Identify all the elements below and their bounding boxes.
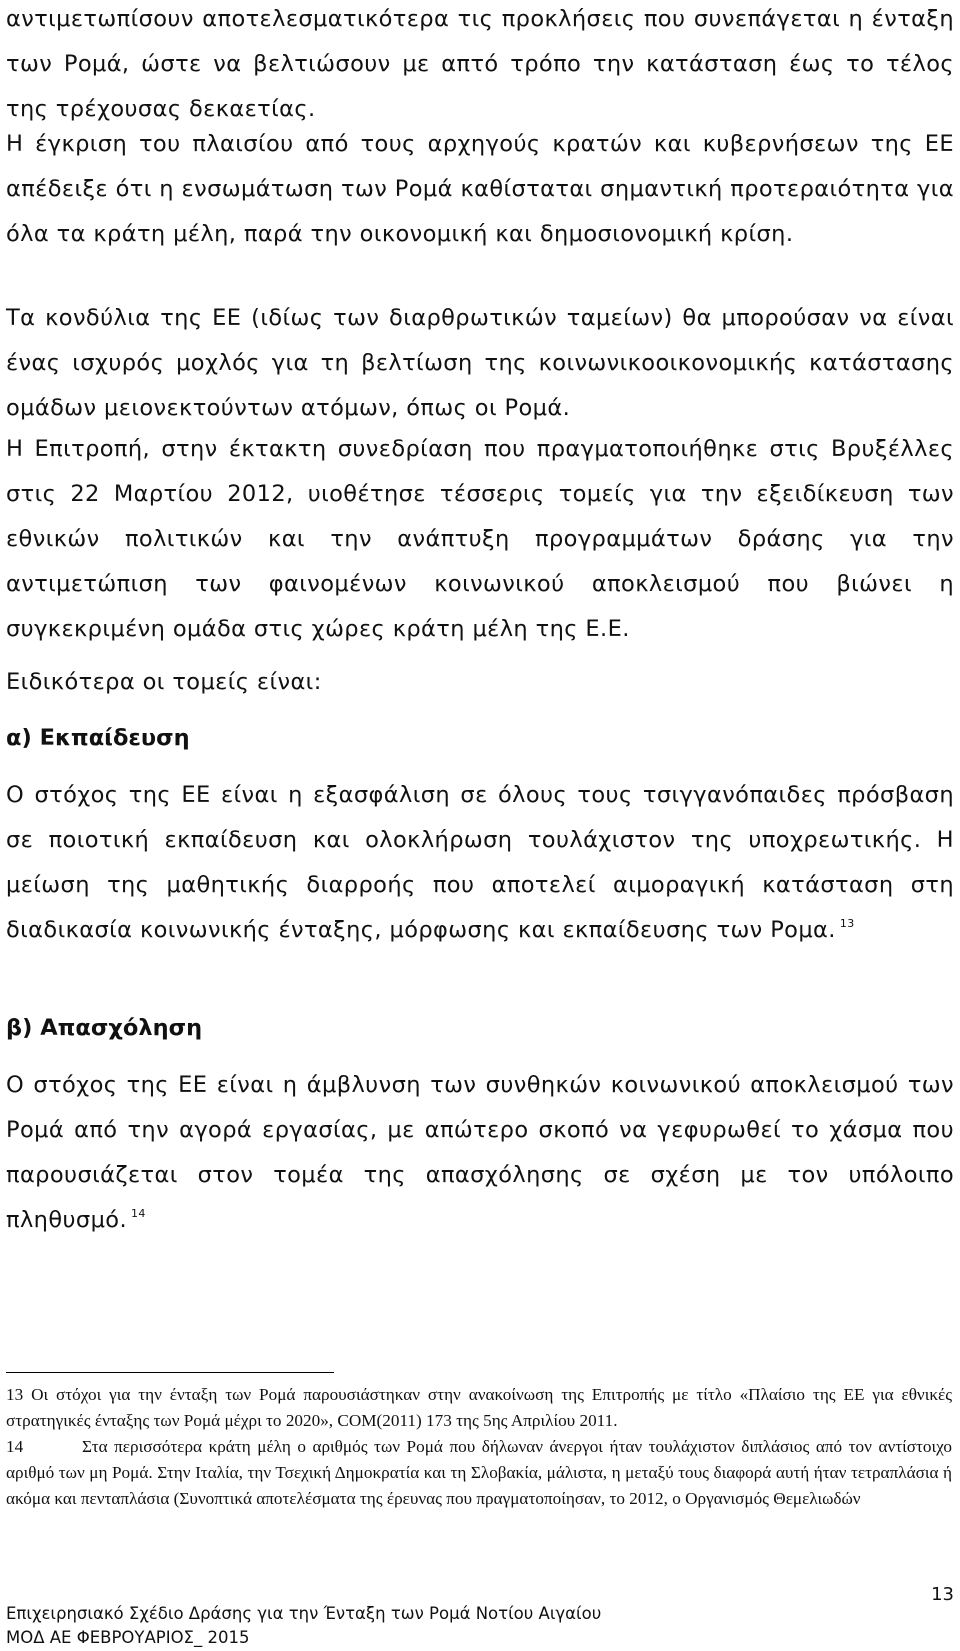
paragraph-education-text: Ο στόχος της ΕΕ είναι η εξασφάλιση σε όλους τους τσιγγανόπαιδες πρόσβαση σε ποιοτική εκπαίδευση και ολοκλήρωση τουλάχιστον της υποχρεωτικής. Η μείωση της μαθητικής διαρροής που αποτελεί αιμοραγική κατάσταση στη διαδικασία κοινωνικής ένταξης, μόρφωσης και εκπαίδευσης των Ρομα. <box>6 782 954 943</box>
paragraph-employment <box>6 1063 954 1243</box>
page-number: 13 <box>931 1584 954 1605</box>
paragraph-framework-approval: Η έγκριση του πλαισίου από τους αρχηγούς κρατών και κυβερνήσεων της ΕΕ απέδειξε ότι η ενσωμάτωση των Ρομά καθίσταται σημαντική προτεραιότητα για όλα τα κράτη μέλη, παρά την οικονομική και δημοσιονομική κρίση. <box>6 131 954 247</box>
heading-employment: β) Απασχόληση <box>6 1015 203 1041</box>
footnote-14-number: 14 <box>6 1437 24 1456</box>
footnote-separator <box>6 1372 334 1373</box>
footnote-13-number: 13 <box>6 1385 24 1404</box>
paragraph-intro-continuation: αντιμετωπίσουν αποτελεσματικότερα τις προκλήσεις που συνεπάγεται η ένταξη των Ρομά, ώστε να βελτιώσουν με απτό τρόπο την κατάσταση έως το τέλος της τρέχουσας δεκαετίας. <box>6 6 954 122</box>
paragraph-commission-session: Η Επιτροπή, στην έκτακτη συνεδρίαση που πραγματοποιήθηκε στις Βρυξέλλες στις 22 Μαρτίου 2012, υιοθέτησε τέσσερις τομείς για την εξειδίκευση των εθνικών πολιτικών και την ανάπτυξη προγραμμάτων δράσης για την αντιμετώπιση των φαινομένων κοινωνικού αποκλεισμού που βιώνει η συγκεκριμένη ομάδα στις χώρες κράτη μέλη της Ε.Ε. <box>6 436 954 642</box>
page-footer <box>6 1602 601 1650</box>
footnote-ref-13[interactable]: 13 <box>839 917 855 930</box>
footer-org-date: ΜΟΔ ΑΕ ΦΕΒΡΟΥΑΡΙΟΣ_ 2015 <box>6 1628 250 1647</box>
paragraph-eu-funds: Τα κονδύλια της ΕΕ (ιδίως των διαρθρωτικών ταμείων) θα μπορούσαν να είναι ένας ισχυρός μοχλός για τη βελτίωση της κοινωνικοοικονομικής κατάστασης ομάδων μειονεκτούντων ατόμων, όπως οι Ρομά. <box>6 305 954 421</box>
paragraph-education <box>6 773 954 953</box>
heading-education: α) Εκπαίδευση <box>6 725 190 751</box>
footnote-ref-14[interactable]: 14 <box>131 1207 146 1220</box>
footnote-14-text: Στα περισσότερα κράτη μέλη ο αριθμός των Ρομά που δήλωναν άνεργοι ήταν τουλάχιστον διπλάσιος από τον αντίστοιχο αριθμό των μη Ρομά. Στην Ιταλία, την Τσεχική Δημοκρατία και τη Σλοβακία, μάλιστα, η μεταξύ τους διαφορά αυτή ήταν τετραπλάσια ή ακόμα και πενταπλάσια (Συνοπτικά αποτελέσματα της έρευνας που πραγματοποίησαν, το 2012, ο Οργανισμός Θεμελιωδών <box>6 1437 952 1508</box>
paragraph-sectors-intro: Ειδικότερα οι τομείς είναι: <box>6 669 322 695</box>
paragraph-employment-text: Ο στόχος της ΕΕ είναι η άμβλυνση των συνθηκών κοινωνικού αποκλεισμού των Ρομά από την αγορά εργασίας, με απώτερο σκοπό να γεφυρωθεί το χάσμα που παρουσιάζεται στον τομέα της απασχόλησης σε σχέση με τον υπόλοιπο πληθυσμό. <box>6 1072 954 1233</box>
footnote-14 <box>6 1434 952 1512</box>
footnote-13 <box>6 1382 952 1434</box>
footnotes <box>6 1382 952 1512</box>
footnote-13-text: Οι στόχοι για την ένταξη των Ρομά παρουσιάστηκαν στην ανακοίνωση της Επιτροπής με τίτλο «Πλαίσιο της ΕΕ για εθνικές στρατηγικές ένταξης των Ρομά μέχρι το 2020», COM(2011) 173 της 5ης Απριλίου 2011. <box>6 1385 953 1430</box>
footer-plan-title: Επιχειρησιακό Σχέδιο Δράσης για την Ένταξη των Ρομά Νοτίου Αιγαίου <box>6 1604 602 1623</box>
